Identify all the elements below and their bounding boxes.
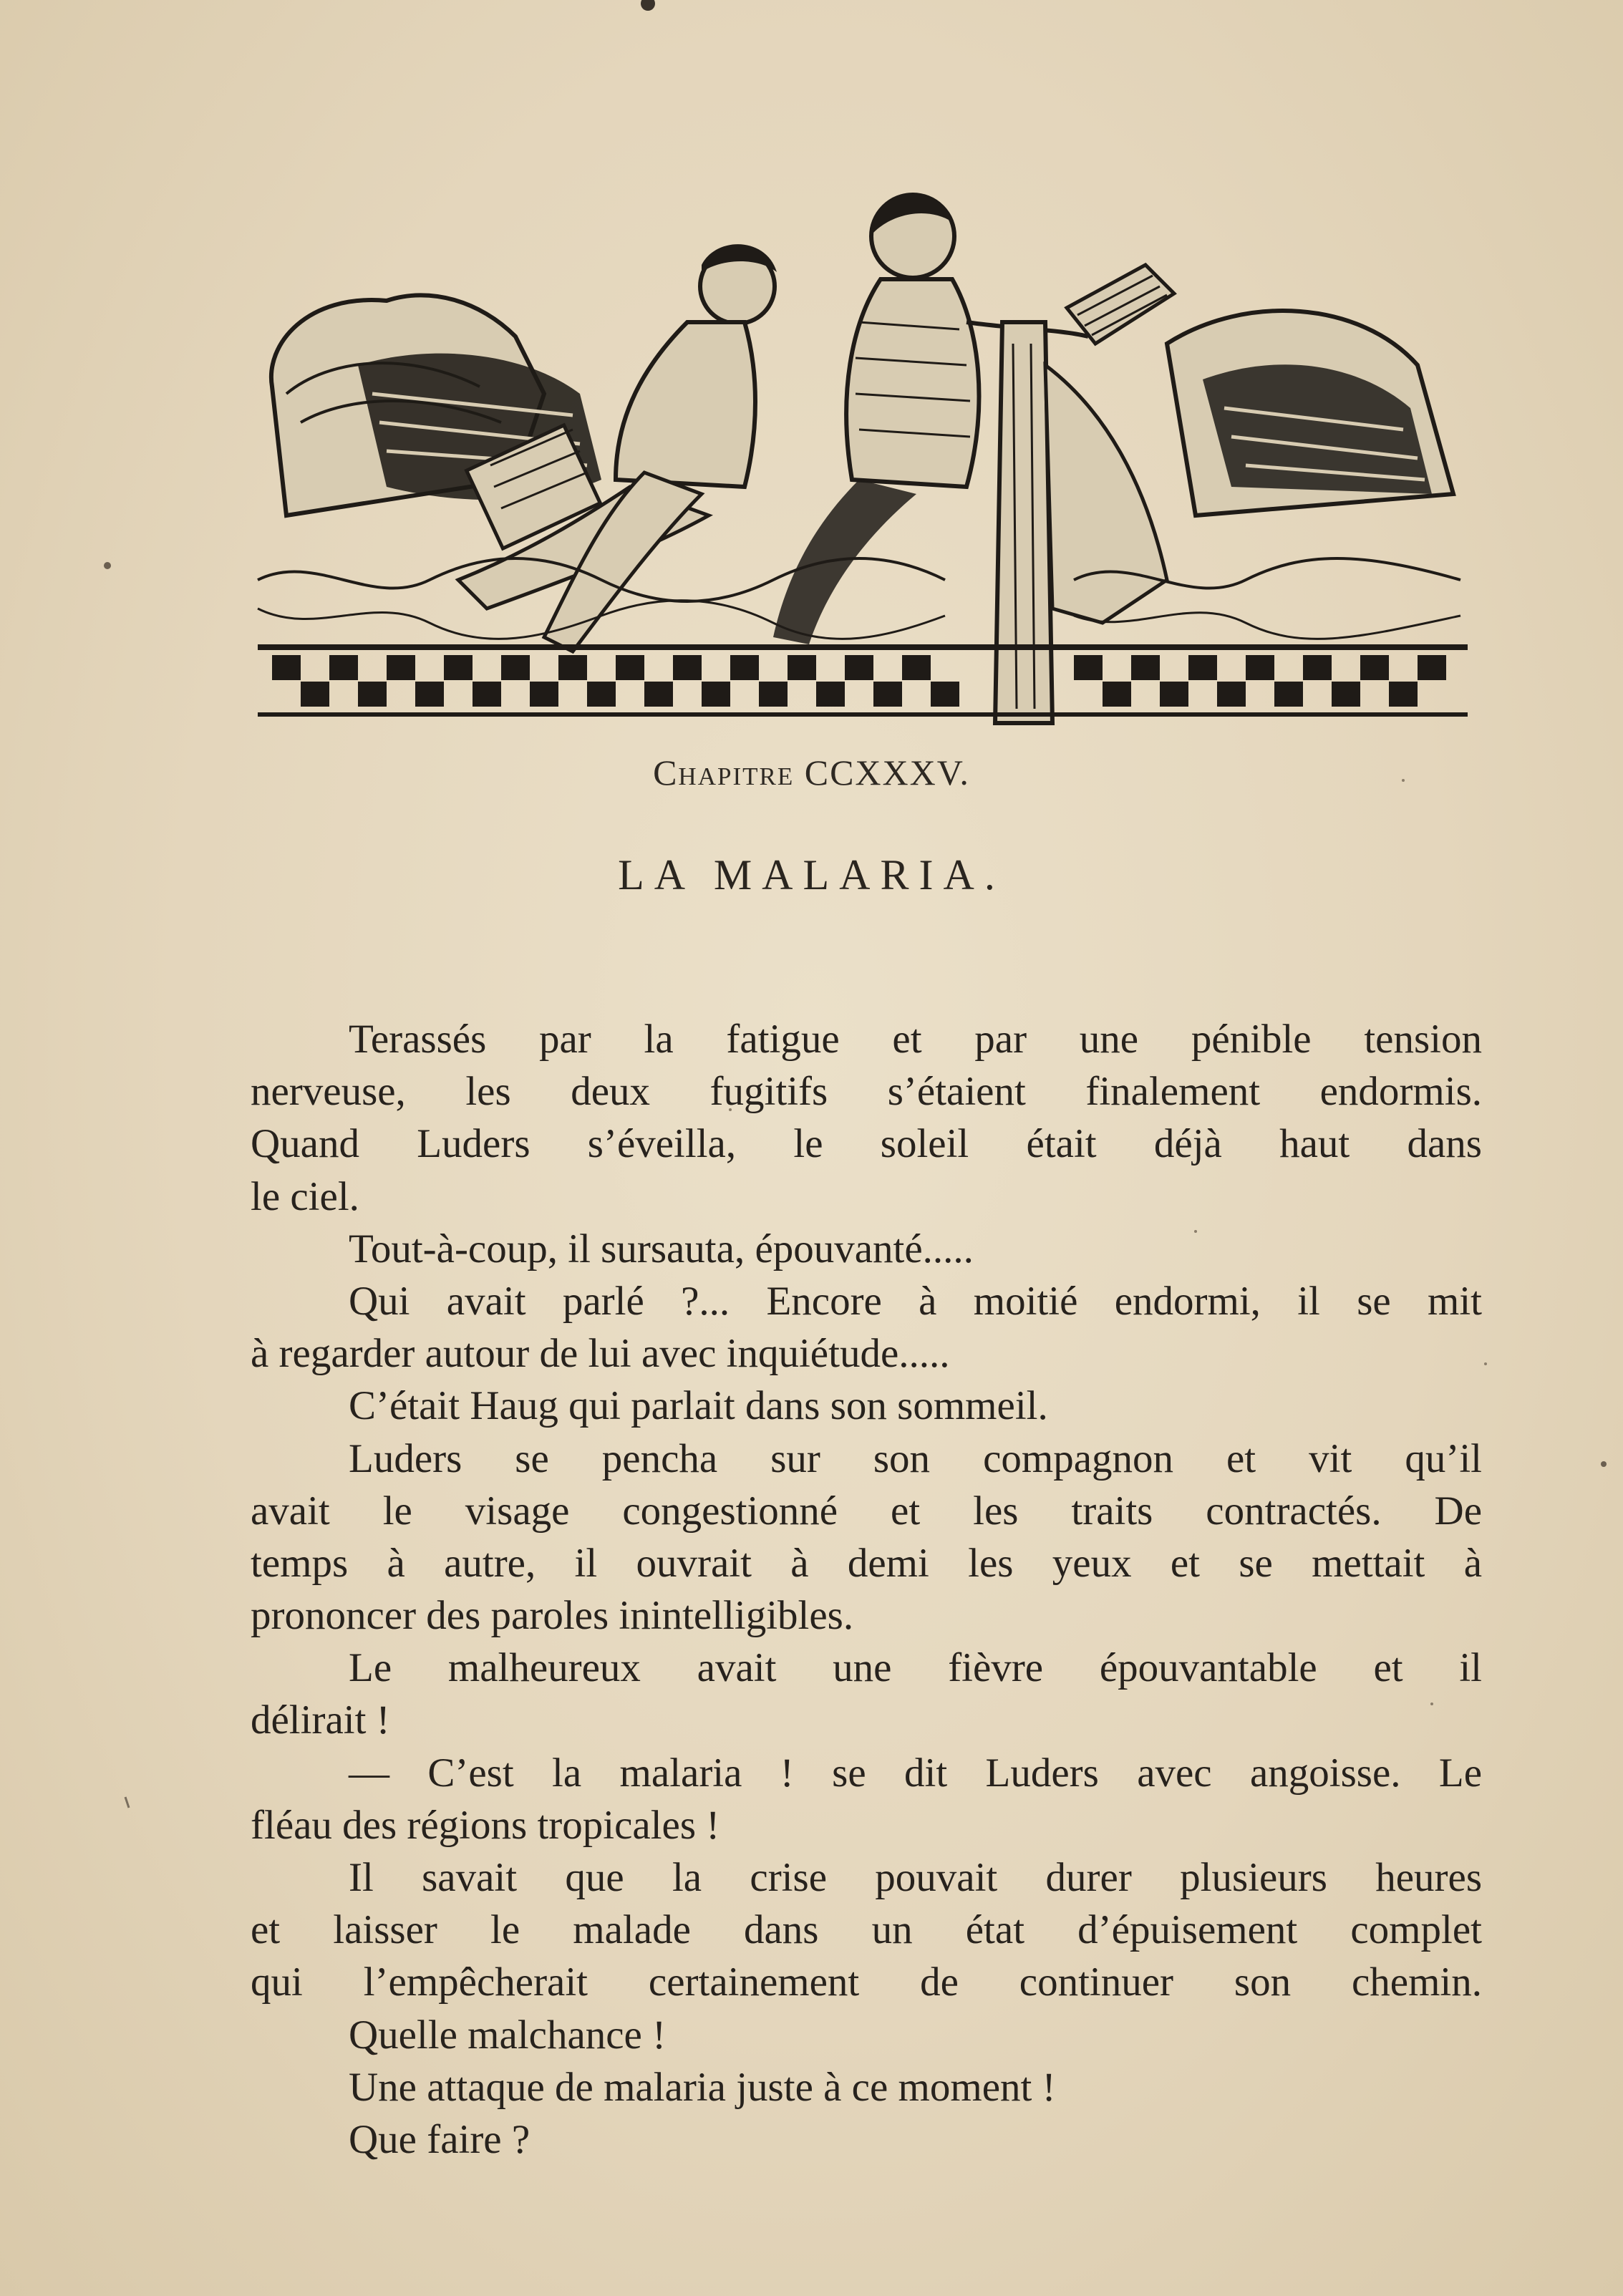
text-line: fléau des régions tropicales ! xyxy=(251,1802,720,1848)
text-line: avait le visage congestionné et les traits contractés. De xyxy=(251,1488,1482,1534)
text-line: C’était Haug qui parlait dans son sommeil. xyxy=(349,1383,1048,1429)
text-line: Tout-à-coup, il sursauta, épouvanté..... xyxy=(349,1226,974,1271)
chapter-number: CCXXXV. xyxy=(804,752,970,793)
text-line: Qui avait parlé ?... Encore à moitié endormi, il se mit xyxy=(349,1278,1482,1324)
text-line: Il savait que la crise pouvait durer plusieurs heures xyxy=(349,1855,1482,1900)
text-line: délirait ! xyxy=(251,1697,390,1743)
two-readers-engraving-icon xyxy=(243,179,1475,730)
text-line: — C’est la malaria ! se dit Luders avec angoisse. Le xyxy=(349,1750,1482,1796)
text-line: Quelle malchance ! xyxy=(349,2012,667,2058)
text-line: Que faire ? xyxy=(349,2116,530,2162)
body-text xyxy=(251,1013,1482,2166)
text-line: Le malheureux avait une fièvre épouvantable et il xyxy=(349,1645,1482,1691)
text-line: Terassés par la fatigue et par une pénible tension xyxy=(349,1017,1482,1062)
text-line: à regarder autour de lui avec inquiétude..... xyxy=(251,1331,950,1377)
text-line: Luders se pencha sur son compagnon et vit qu’il xyxy=(349,1435,1482,1481)
text-line: prononcer des paroles inintelligibles. xyxy=(251,1593,854,1639)
chapter-title: LA MALARIA. xyxy=(618,851,1005,898)
text-line: Une attaque de malaria juste à ce moment ! xyxy=(349,2064,1056,2110)
text-line: le ciel. xyxy=(251,1173,359,1219)
text-line: qui l’empêcherait certainement de continuer son chemin. xyxy=(251,1960,1482,2005)
chapter-heading xyxy=(0,752,1623,793)
text-line: temps à autre, il ouvrait à demi les yeux et se mettait à xyxy=(251,1540,1482,1586)
chapter-word: Chapitre xyxy=(653,752,795,793)
text-line: et laisser le malade dans un état d’épuisement complet xyxy=(251,1907,1482,1953)
text-line: Quand Luders s’éveilla, le soleil était déjà haut dans xyxy=(251,1121,1482,1167)
text-line: nerveuse, les deux fugitifs s’étaient finalement endormis. xyxy=(251,1069,1482,1115)
